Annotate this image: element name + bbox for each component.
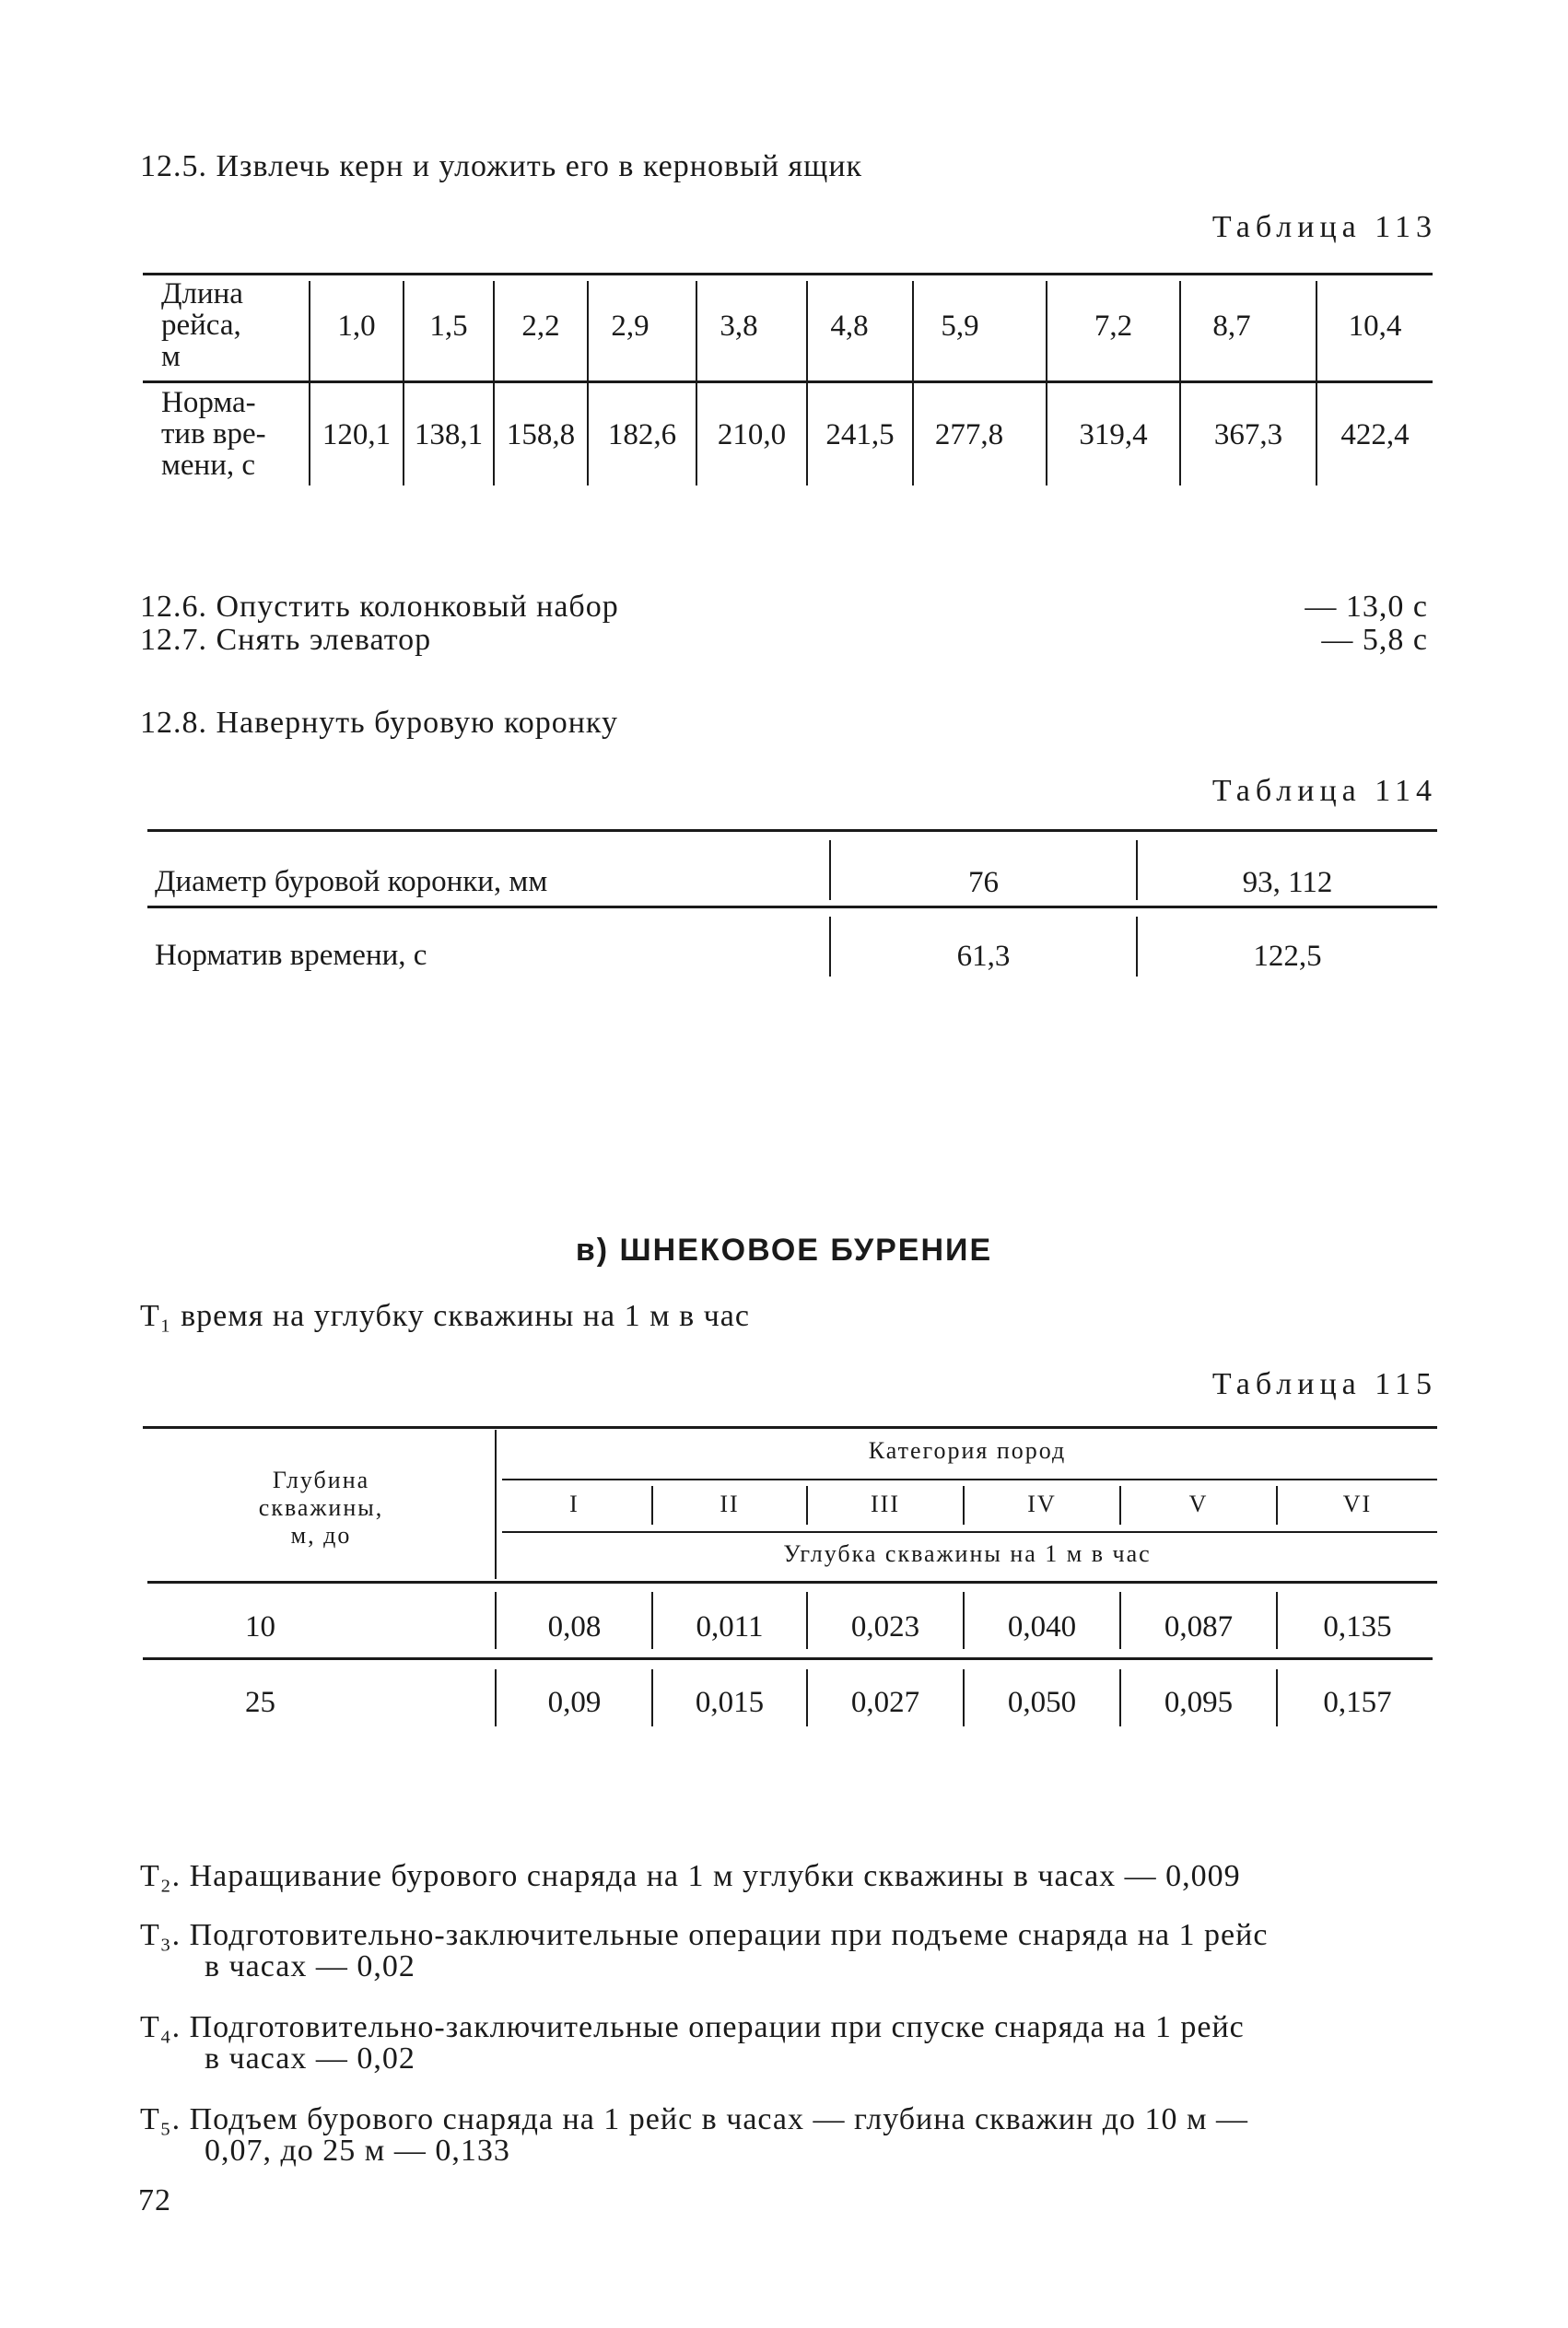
table-113-r2-c9: 367,3 [1213, 418, 1283, 451]
table-115-cat-3: III [871, 1491, 900, 1517]
table-113-r2-c10: 422,4 [1340, 418, 1410, 451]
section-12-8-text: 12.8. Навернуть буровую коронку [140, 706, 618, 740]
table-113-r2-c3: 158,8 [506, 418, 576, 451]
table-113-row1-label-1: Длина [161, 277, 243, 310]
table-115-r1-c5: 0,087 [1164, 1610, 1234, 1644]
note-t3-line1: T₃. Подготовительно-заключительные операции при подъеме снаряда на 1 рейс [140, 1918, 1269, 1952]
page-number: 72 [138, 2183, 171, 2217]
table-115-row1-depth: 10 [245, 1610, 275, 1644]
table-113-r1-c5: 3,8 [720, 310, 758, 343]
table-113-r1-c1: 1,0 [337, 310, 376, 343]
table-113-row1-label-3: м [161, 340, 181, 373]
table-113-r1-c7: 5,9 [941, 310, 979, 343]
table-113-r1-c3: 2,2 [521, 310, 560, 343]
table-115-r1-c6: 0,135 [1323, 1610, 1392, 1644]
table-115-cat-5: V [1188, 1491, 1209, 1517]
table-113-row2-label-3: мени, с [161, 449, 255, 482]
table-115-depth-header-3: м, до [290, 1522, 352, 1549]
table-113-row1-label-2: рейса, [161, 309, 241, 342]
table-115-depth-header-1: Глубина [272, 1467, 370, 1493]
table-115-depth-header-2: скважины, [258, 1494, 384, 1521]
table-114-r1-c2: 93, 112 [1242, 866, 1333, 899]
table-113-r2-c8: 319,4 [1079, 418, 1148, 451]
table-113-r2-c4: 182,6 [607, 418, 677, 451]
table-115-r1-c4: 0,040 [1007, 1610, 1077, 1644]
table-113-r2-c1: 120,1 [322, 418, 392, 451]
table-113-r1-c6: 4,8 [830, 310, 869, 343]
table-114-r2-c1: 61,3 [956, 940, 1011, 973]
table-115-cat-4: IV [1027, 1491, 1057, 1517]
section-12-5-text: 12.5. Извлечь керн и уложить его в керновый ящик [140, 149, 863, 183]
table-114-r2-c2: 122,5 [1253, 940, 1322, 973]
table-113-r2-c6: 241,5 [825, 418, 895, 451]
table-115-r1-c1: 0,08 [547, 1610, 602, 1644]
step-12-6-value: — 13,0 с [1305, 590, 1428, 624]
table-113-r2-c5: 210,0 [717, 418, 787, 451]
table-113-r2-c2: 138,1 [414, 418, 484, 451]
table-114-r1-c1: 76 [968, 866, 999, 899]
table-115-r2-c3: 0,027 [850, 1686, 920, 1719]
table-115-category-header: Категория пород [868, 1437, 1067, 1464]
note-t5-line1: T₅. Подъем бурового снаряда на 1 рейс в часах — глубина скважин до 10 м — [140, 2102, 1249, 2136]
table-115-r2-c4: 0,050 [1007, 1686, 1077, 1719]
table-113-r1-c9: 8,7 [1212, 310, 1251, 343]
table-115-cat-2: II [720, 1491, 740, 1517]
table-114-row2-label: Норматив времени, с [155, 939, 427, 972]
table-113-r1-c4: 2,9 [611, 310, 649, 343]
note-t3-line2: в часах — 0,02 [205, 1949, 415, 1983]
table-114-caption: Таблица 114 [1211, 774, 1437, 808]
table-115-cat-6: VI [1342, 1491, 1373, 1517]
table-115-r1-c3: 0,023 [850, 1610, 920, 1644]
table-115-row2-depth: 25 [245, 1686, 275, 1719]
step-12-6-text: 12.6. Опустить колонковый набор [140, 590, 619, 624]
t1-text: T₁ время на углубку скважины на 1 м в час [140, 1299, 750, 1333]
table-113-r1-c2: 1,5 [429, 310, 468, 343]
table-115-r2-c6: 0,157 [1323, 1686, 1392, 1719]
table-113-r1-c10: 10,4 [1348, 310, 1402, 343]
note-t5-line2: 0,07, до 25 м — 0,133 [205, 2134, 510, 2168]
table-115-r1-c2: 0,011 [696, 1610, 764, 1644]
step-12-7-text: 12.7. Снять элеватор [140, 623, 432, 657]
table-113-row2-label-1: Норма- [161, 386, 256, 419]
table-113-caption: Таблица 113 [1211, 210, 1437, 244]
table-115-caption: Таблица 115 [1211, 1367, 1437, 1401]
table-115-r2-c1: 0,09 [547, 1686, 602, 1719]
table-113-r1-c8: 7,2 [1094, 310, 1133, 343]
table-113-row2-label-2: тив вре- [161, 417, 266, 450]
section-heading: в) ШНЕКОВОЕ БУРЕНИЕ [575, 1233, 993, 1268]
table-115-r2-c2: 0,015 [695, 1686, 765, 1719]
table-115-cat-1: I [569, 1491, 579, 1517]
note-t2: T₂. Наращивание бурового снаряда на 1 м углубки скважины в часах — 0,009 [140, 1859, 1241, 1893]
table-114-row1-label: Диаметр буровой коронки, мм [155, 865, 548, 898]
step-12-7-value: — 5,8 с [1321, 623, 1428, 657]
note-t4-line2: в часах — 0,02 [205, 2041, 415, 2076]
note-t4-line1: T₄. Подготовительно-заключительные операции при спуске снаряда на 1 рейс [140, 2010, 1245, 2044]
table-113-r2-c7: 277,8 [934, 418, 1004, 451]
table-115-subheader: Углубка скважины на 1 м в час [783, 1540, 1152, 1567]
table-115-r2-c5: 0,095 [1164, 1686, 1234, 1719]
